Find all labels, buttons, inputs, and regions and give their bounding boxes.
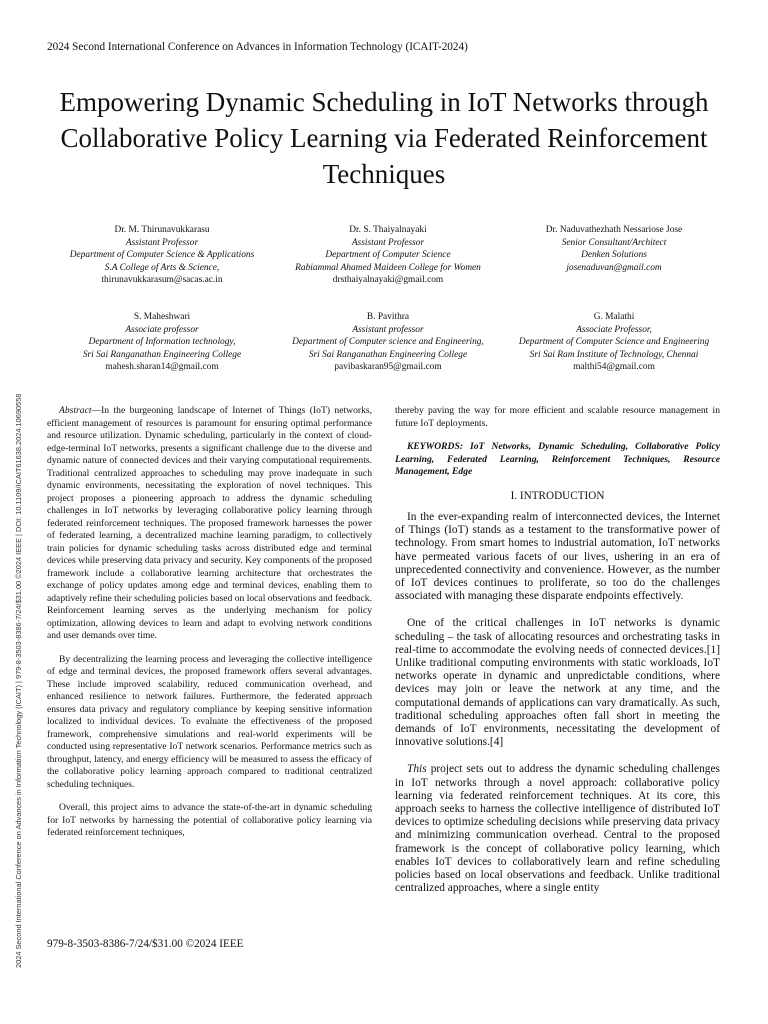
copyright-footer: 979-8-3503-8386-7/24/$31.00 ©2024 IEEE [47,938,244,950]
side-stamp: 2024 Second International Conference on Advances in Information Technology (ICAIT) | 979-8-3503-8386-7/24/$31.00 ©2024 IEEE | DOI: 10.1109/ICAIT61638.2024.10690558 [14,393,23,968]
author-name: Dr. Naduvathezhath Nessariose Jose [545,225,683,235]
author-name: G. Malathi [593,312,635,322]
author-row-2 [52,311,724,374]
intro-lead-word: This [407,763,427,776]
intro-paragraph-3 [395,763,720,895]
intro-paragraph-1: In the ever-expanding realm of interconnected devices, the Internet of Things (IoT) stands as a testament to the transformative power of technology. From smart homes to industrial automation, IoT networks have permeated various facets of our lives, ushering in an era of unprecedented connectivity and convenience. However, as the number of IoT devices continues to proliferate, so too do the challenges associated with managing these disparate endpoints effectively. [395,511,720,603]
conference-header: 2024 Second International Conference on Advances in Information Technology (ICAIT-2024) [47,41,468,53]
author-email: pavibaskaran95@gmail.com [334,362,442,373]
abstract-label: Abstract [59,405,92,416]
author-dept: Department of Computer science and Engineering, [292,337,484,348]
abstract-dash: — [91,405,102,416]
abstract-text: In the burgeoning landscape of Internet of Things (IoT) networks, efficient management of resources is paramount for ensuring optimal performance and resource utilization. Dynamic scheduling, particularly in the context of cloud-edge-terminal IoT networks, presents a significant challenge due to the diverse and dynamic nature of connected devices and their varying computational requirements. Traditional centralized approaches to scheduling may prove inadequate in such dynamic environments, necessitating the exploration of novel techniques. This project proposes a pioneering approach to address the dynamic scheduling challenges in IoT networks by leveraging collaborative policy learning through federated reinforcement techniques. The proposed framework harnesses the power of federated learning, a decentralized machine learning paradigm, to collectively train policies for dynamic scheduling tasks across distributed edge and terminal devices while preserving data privacy and security. Key components of the proposed framework include a collaborative learning architecture that orchestrates the exchange of policy updates among edge and terminal devices, enabling them to adaptively refine their scheduling policies based on local observations and feedback. Reinforcement learning serves as the underlying mechanism for policy optimization, allowing devices to learn and adapt to evolving network conditions and user demands over time. [47,405,372,641]
author-role: Assistant professor [352,324,424,335]
author-name: Dr. S. Thaiyalnayaki [349,225,427,235]
intro-paragraph-3-text: project sets out to address the dynamic scheduling challenges in IoT networks through a novel approach: collaborative policy learning via federated reinforcement techniques. At its core, this approach seeks to harness the collective intelligence of distributed IoT devices to optimize scheduling decisions while preserving data privacy and minimizing communication overhead. Central to the proposed framework is the concept of collaborative policy learning, which enables IoT devices to collaboratively learn and refine scheduling policies based on local observations and feedback. Unlike traditional centralized approaches, where a single entity [395,763,720,895]
introduction-body [395,511,720,895]
section-heading: I. INTRODUCTION [510,489,605,502]
author-inst: S.A College of Arts & Science, [104,262,220,273]
author-dept: Denken Solutions [581,250,647,261]
author-block [504,224,724,287]
author-role: Associate Professor, [576,324,652,335]
left-column [47,405,372,851]
abstract-paragraph [47,405,372,643]
author-block [52,311,272,374]
right-column [395,405,720,909]
author-role: Senior Consultant/Architect [561,237,667,248]
abstract-paragraph-3: Overall, this project aims to advance the state-of-the-art in dynamic scheduling for IoT networks by harnessing the potential of collaborative policy learning via federated reinforcement techniques, [47,802,372,838]
author-role: Assistant Professor [125,237,199,248]
author-row-1 [52,224,724,287]
author-name: S. Maheshwari [133,312,191,322]
author-inst: Rabiammal Ahamed Maideen College for Women [295,262,481,273]
author-dept: Department of Computer Science & Applications [69,250,255,261]
author-role: Assistant Professor [351,237,425,248]
paper-title: Empowering Dynamic Scheduling in IoT Networks through Collaborative Policy Learning via Federated Reinforcement Techniques [59,87,709,189]
author-inst: Sri Sai Ranganathan Engineering College [308,349,468,360]
author-inst: Sri Sai Ram Institute of Technology, Chennai [529,349,699,360]
abstract-continuation: thereby paving the way for more efficient and scalable resource management in future IoT deployments. [395,405,720,429]
author-name: B. Pavithra [366,312,410,322]
keywords: KEYWORDS: IoT Networks, Dynamic Scheduling, Collaborative Policy Learning, Federated Learning, Reinforcement Techniques, Resource Management, Edge [395,441,720,477]
author-block [278,311,498,374]
author-name: Dr. M. Thirunavukkarasu [114,225,210,235]
author-email: josenaduvan@gmail.com [566,262,662,273]
author-block [52,224,272,287]
author-email: thirunavukkarasum@sacas.ac.in [101,275,223,286]
author-email: drsthaiyalnayaki@gmail.com [332,275,444,286]
author-dept: Department of Information technology, [88,337,236,348]
author-dept: Department of Computer Science and Engineering [518,337,710,348]
author-email: malthi54@gmail.com [573,362,655,373]
author-inst: Sri Sai Ranganathan Engineering College [82,349,242,360]
author-dept: Department of Computer Science [325,250,451,261]
author-block [278,224,498,287]
intro-paragraph-2: One of the critical challenges in IoT networks is dynamic scheduling – the task of allocating resources and orchestrating tasks in real-time to accommodate the evolving needs of connected devices.[1] Unlike traditional computing environments with static workloads, IoT networks operate in dynamic and unpredictable conditions, where devices may join or leave the network at any time, and the computational demands of applications can vary dramatically. As such, traditional scheduling approaches often fall short in meeting the demands of IoT environments, necessitating the development of innovative solutions.[4] [395,617,720,749]
author-block [504,311,724,374]
abstract-paragraph-2: By decentralizing the learning process and leveraging the collective intelligence of edge and terminal devices, the proposed framework offers several advantages. These include improved scalability, reduced communication overhead, and enhanced resilience to network failures. Furthermore, the federated approach ensures data privacy and regulatory compliance by keeping sensitive information localized to individual devices. To evaluate the effectiveness of the proposed framework, comprehensive simulations and real-world experiments will be conducted using representative IoT network scenarios. Performance metrics such as throughput, latency, and energy efficiency will be measured to assess the efficacy of the collaborative policy learning approach compared to traditional centralized scheduling techniques. [47,653,372,790]
author-email: mahesh.sharan14@gmail.com [105,362,219,373]
author-role: Associate professor [125,324,199,335]
